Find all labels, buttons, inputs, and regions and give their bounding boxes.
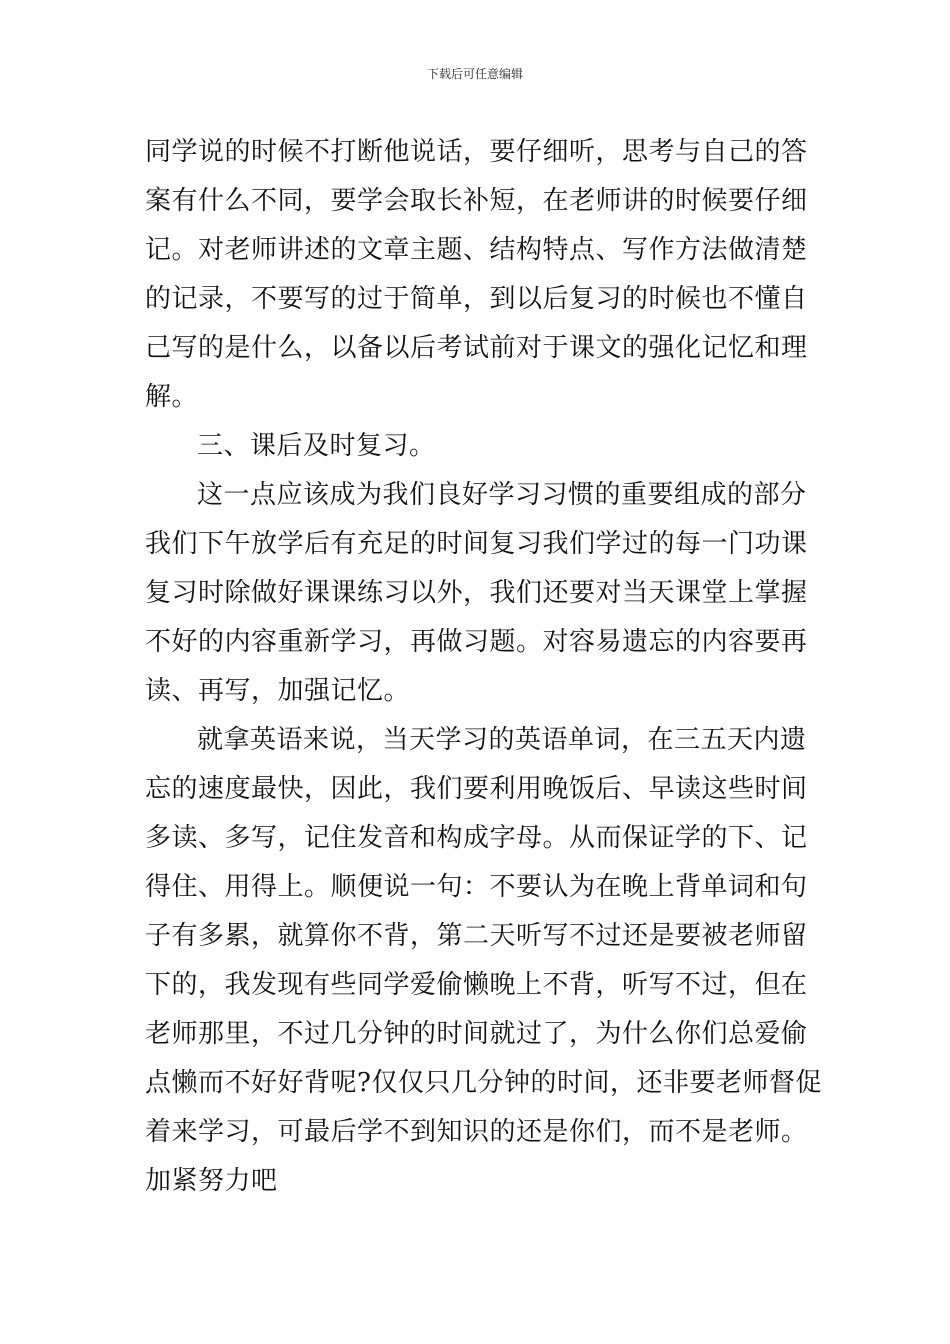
text-line: 着来学习，可最后学不到知识的还是你们，而不是老师。 — [145, 1117, 808, 1147]
text-line: 点懒而不好好背呢?仅仅只几分钟的时间，还非要老师督促 — [145, 1068, 822, 1098]
text-line: 读、再写，加强记忆。 — [145, 676, 411, 706]
text-line: 解。 — [145, 382, 199, 412]
text-line: 不好的内容重新学习，再做习题。对容易遗忘的内容要再 — [145, 627, 808, 657]
text-line: 加紧努力吧 — [145, 1166, 278, 1196]
section-heading: 三、课后及时复习。 — [197, 431, 436, 461]
text-line: 的记录，不要写的过于简单，到以后复习的时候也不懂自 — [145, 284, 808, 314]
text-line: 子有多累，就算你不背，第二天听写不过还是要被老师留 — [145, 921, 808, 951]
text-line: 记。对老师讲述的文章主题、结构特点、写作方法做清楚 — [145, 235, 808, 265]
text-line: 下的，我发现有些同学爱偷懒晚上不背，听写不过，但在 — [145, 970, 808, 1000]
text-line: 我们下午放学后有充足的时间复习我们学过的每一门功课 — [145, 529, 808, 559]
text-line: 得住、用得上。顺便说一句：不要认为在晚上背单词和句 — [145, 872, 808, 902]
text-line: 己写的是什么，以备以后考试前对于课文的强化记忆和理 — [145, 333, 808, 363]
paragraph-start-line: 就拿英语来说，当天学习的英语单词，在三五天内遗 — [197, 725, 807, 755]
page-header: 下载后可任意编辑 — [426, 67, 523, 81]
text-line: 老师那里，不过几分钟的时间就过了，为什么你们总爱偷 — [145, 1019, 808, 1049]
text-line: 案有什么不同，要学会取长补短，在老师讲的时候要仔细 — [145, 186, 808, 216]
paragraph-start-line: 这一点应该成为我们良好学习习惯的重要组成的部分 — [197, 480, 807, 510]
text-line: 复习时除做好课课练习以外，我们还要对当天课堂上掌握 — [145, 578, 808, 608]
document-body — [145, 128, 822, 1206]
text-line: 多读、多写，记住发音和构成字母。从而保证学的下、记 — [145, 823, 808, 853]
text-line: 同学说的时候不打断他说话，要仔细听，思考与自己的答 — [145, 137, 808, 167]
text-line: 忘的速度最快，因此，我们要利用晚饭后、早读这些时间 — [145, 774, 808, 804]
